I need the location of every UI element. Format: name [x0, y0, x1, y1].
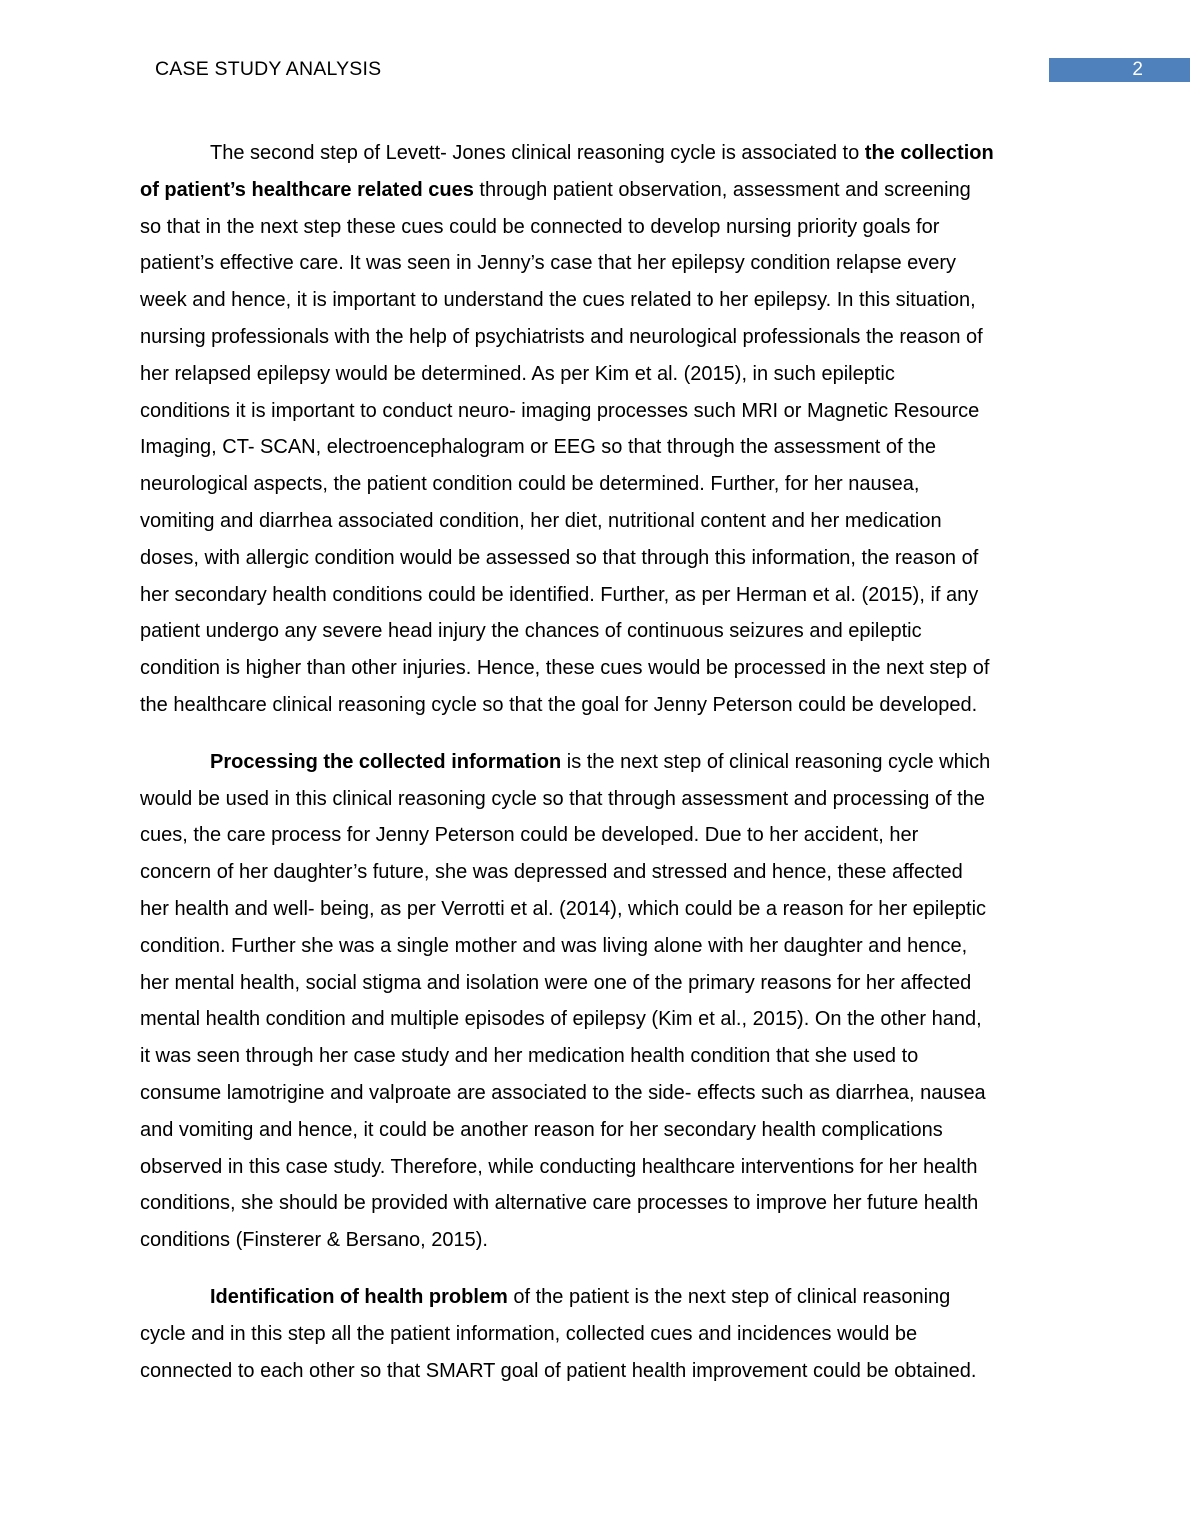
text-line — [140, 817, 1052, 854]
line-text: vomiting and diarrhea associated condition, her diet, nutritional content and her medication — [140, 509, 942, 532]
line-text: so that in the next step these cues could be connected to develop nursing priority goals for — [140, 215, 940, 238]
text-line — [140, 319, 1052, 356]
line-text: her secondary health conditions could be identified. Further, as per Herman et al. (2015), if any — [140, 583, 979, 606]
text-line — [140, 1038, 1052, 1075]
text-line — [140, 1001, 1052, 1038]
text-line — [140, 1075, 1052, 1112]
line-text: nursing professionals with the help of psychiatrists and neurological professionals the reason of — [140, 325, 983, 348]
text-line — [140, 393, 1052, 430]
text-line — [140, 1353, 1052, 1390]
line-text: mental health condition and multiple episodes of epilepsy (Kim et al., 2015). On the other hand, — [140, 1008, 982, 1031]
line-text: connected to each other so that SMART goal of patient health improvement could be obtained. — [140, 1359, 977, 1382]
text-line — [140, 282, 1052, 319]
text-line — [140, 1112, 1052, 1149]
line-text: is the next step of clinical reasoning cycle which — [561, 750, 991, 773]
text-line — [140, 135, 1052, 172]
text-line — [140, 1149, 1052, 1186]
line-text: would be used in this clinical reasoning cycle so that through assessment and processing of the — [140, 787, 985, 810]
text-line — [140, 1222, 1052, 1259]
line-text: through patient observation, assessment and screening — [473, 178, 971, 201]
paragraph — [140, 744, 1052, 1259]
line-text: observed in this case study. Therefore, while conducting healthcare interventions for her health — [140, 1155, 978, 1178]
line-text: conditions, she should be provided with alternative care processes to improve her future health — [140, 1192, 979, 1215]
line-text: conditions (Finsterer & Bersano, 2015). — [140, 1229, 488, 1252]
line-text: consume lamotrigine and valproate are associated to the side- effects such as diarrhea, nausea — [140, 1081, 986, 1104]
text-line — [140, 503, 1052, 540]
text-line — [140, 744, 1052, 781]
line-text: of the patient is the next step of clinical reasoning — [507, 1285, 951, 1308]
line-text: doses, with allergic condition would be assessed so that through this information, the reason of — [140, 546, 979, 569]
text-line — [140, 172, 1052, 209]
line-text: cues, the care process for Jenny Peterson could be developed. Due to her accident, her — [140, 824, 919, 847]
text-line — [140, 687, 1052, 724]
line-text: and vomiting and hence, it could be another reason for her secondary health complications — [140, 1118, 943, 1141]
document-body — [140, 135, 1052, 1409]
paragraph — [140, 135, 1052, 724]
text-line — [140, 1279, 1052, 1316]
text-line — [140, 540, 1052, 577]
text-line — [140, 429, 1052, 466]
line-text: concern of her daughter’s future, she was depressed and stressed and hence, these affected — [140, 861, 963, 884]
text-line — [140, 650, 1052, 687]
line-text: it was seen through her case study and her medication health condition that she used to — [140, 1045, 919, 1068]
line-text: patient undergo any severe head injury the chances of continuous seizures and epileptic — [140, 620, 922, 643]
page-number: 2 — [1132, 59, 1143, 80]
page-number-bar — [1049, 58, 1190, 82]
text-line — [140, 891, 1052, 928]
line-text: her relapsed epilepsy would be determined. As per Kim et al. (2015), in such epileptic — [140, 362, 895, 385]
paragraph — [140, 1279, 1052, 1389]
line-text: The second step of Levett- Jones clinical reasoning cycle is associated to — [210, 142, 865, 164]
text-line — [140, 613, 1052, 650]
text-line — [140, 781, 1052, 818]
bold-phrase: the collection — [864, 142, 994, 164]
line-text: her mental health, social stigma and isolation were one of the primary reasons for her affected — [140, 971, 972, 994]
line-text: week and hence, it is important to understand the cues related to her epilepsy. In this situation, — [140, 289, 976, 312]
text-line — [140, 356, 1052, 393]
line-text: Imaging, CT- SCAN, electroencephalogram or EEG so that through the assessment of the — [140, 436, 936, 459]
line-text: her health and well- being, as per Verrotti et al. (2014), which could be a reason for her epileptic — [140, 897, 987, 920]
text-line — [140, 854, 1052, 891]
text-line — [140, 928, 1052, 965]
text-line — [140, 965, 1052, 1002]
line-text: conditions it is important to conduct neuro- imaging processes such MRI or Magnetic Resource — [140, 399, 980, 422]
running-head: CASE STUDY ANALYSIS — [155, 58, 382, 80]
line-text: condition. Further she was a single mother and was living alone with her daughter and hence, — [140, 934, 968, 957]
text-line — [140, 1316, 1052, 1353]
line-text: condition is higher than other injuries. Hence, these cues would be processed in the next step of — [140, 657, 990, 680]
bold-phrase: Processing the collected information — [210, 750, 562, 773]
line-text: cycle and in this step all the patient information, collected cues and incidences would be — [140, 1322, 918, 1345]
text-line — [140, 577, 1052, 614]
bold-phrase: Identification of health problem — [210, 1285, 508, 1308]
bold-phrase: of patient’s healthcare related cues — [140, 178, 474, 201]
line-text: patient’s effective care. It was seen in Jenny’s case that her epilepsy condition relapse every — [140, 252, 957, 275]
text-line — [140, 209, 1052, 246]
text-line — [140, 245, 1052, 282]
line-text: the healthcare clinical reasoning cycle so that the goal for Jenny Peterson could be developed. — [140, 693, 978, 716]
text-line — [140, 466, 1052, 503]
line-text: neurological aspects, the patient condition could be determined. Further, for her nausea, — [140, 473, 920, 496]
text-line — [140, 1185, 1052, 1222]
